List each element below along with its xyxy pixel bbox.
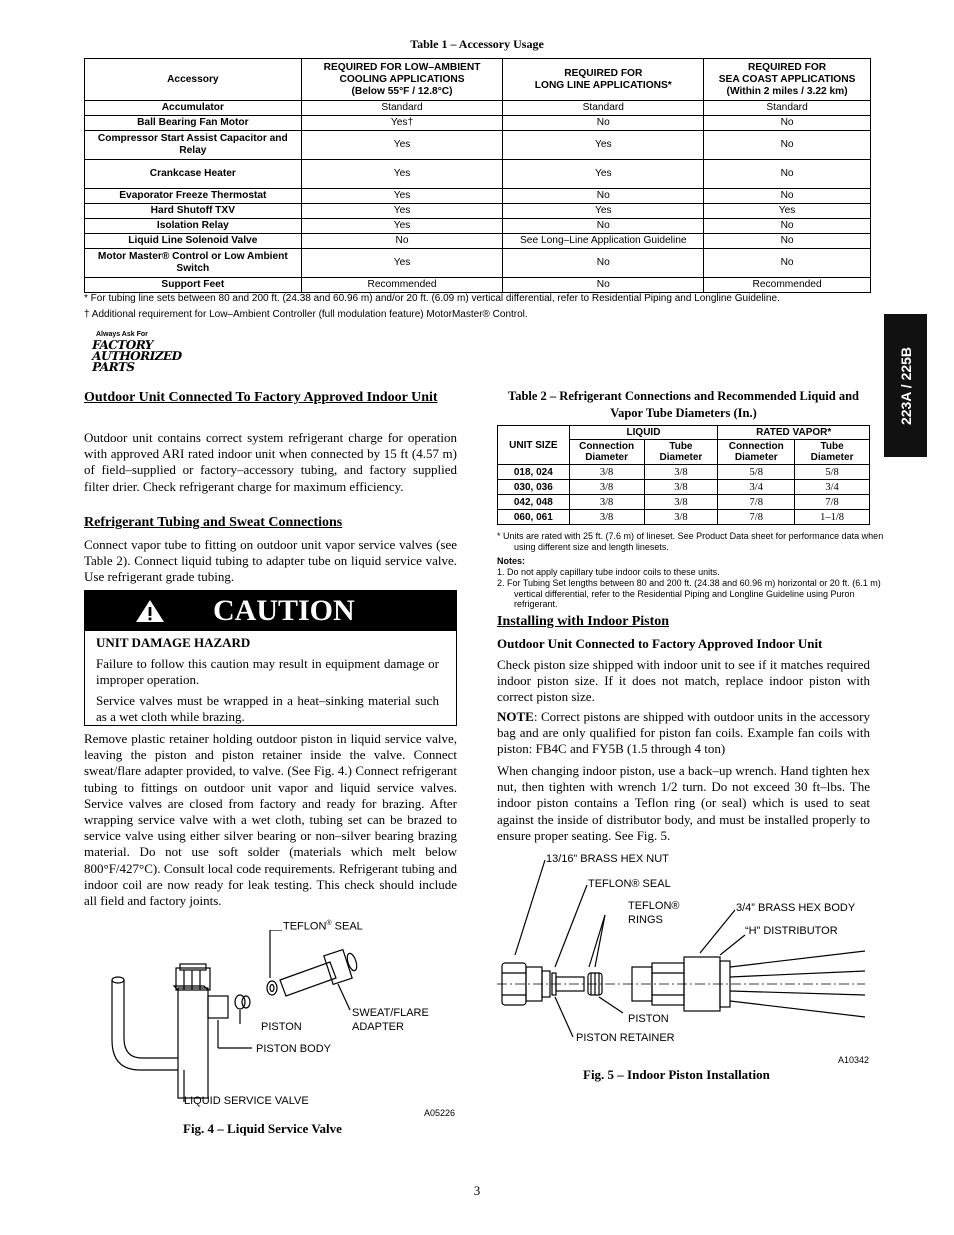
cell: No	[704, 234, 871, 249]
table-row	[498, 495, 870, 510]
cell: Standard	[503, 101, 704, 116]
caution-box	[84, 590, 457, 726]
section-heading-installing-piston: Installing with Indoor Piston	[497, 614, 670, 629]
factory-authorized-parts-logo	[90, 338, 184, 380]
caution-text: Service valves must be wrapped in a heat–sinking material such as a wet cloth while brazing.	[96, 693, 439, 724]
table-header-row	[85, 59, 871, 101]
section-heading-refrigerant-tubing: Refrigerant Tubing and Sweat Connections	[84, 515, 343, 530]
warning-triangle-icon	[135, 599, 165, 623]
paragraph: Connect vapor tube to fitting on outdoor unit vapor service valves (see Table 2). Connect liquid tubing to adapter tube on liquid service valve. Use refrigerant grade tubing.	[84, 537, 457, 585]
fig5-label-h-distributor: “H” DISTRIBUTOR	[745, 925, 838, 937]
paragraph: When changing indoor piston, use a back–up wrench. Hand tighten hex nut, then tighten with wrench 1/2 turn. Do not exceed 30 ft–lbs. The indoor piston contains a Teflon ring (or seal) which is used to seat against the inside of distributor body, and must be installed properly to ensure proper seating. See Fig. 5.	[497, 763, 870, 843]
table-row	[498, 465, 870, 480]
header-sea-coast: REQUIRED FOR SEA COAST APPLICATIONS (Within 2 miles / 3.22 km)	[704, 59, 871, 101]
cell: Yes	[301, 204, 503, 219]
paragraph: Remove plastic retainer holding outdoor piston in liquid service valve, leaving the piston and piston retainer inside the valve. Connect sweat/flare adapter provided, to valve. (See Fig. 4.) Connect refrigerant tubing to fittings on outdoor unit vapor and liquid service valves. Service valves are closed from factory and ready for brazing. After wrapping service valve with a wet cloth, tubing set can be brazed to service valve using either silver bearing or non–silver bearing brazing material. Do not use soft solder (materials which melt below 800°F/427°C). Consult local code requirements. Refrigerant tubing and indoor coil are now ready for leak testing. This check should include all field and factory joints.	[84, 731, 457, 909]
table-row	[85, 116, 871, 131]
cell: No	[503, 249, 704, 278]
cell: No	[503, 189, 704, 204]
header-connection-diameter: Connection Diameter	[718, 440, 795, 465]
cell: Standard	[301, 101, 503, 116]
header-unit-size: UNIT SIZE	[498, 426, 570, 465]
cell: Accumulator	[85, 101, 302, 116]
cell: Recommended	[704, 278, 871, 293]
cell: 3/8	[644, 495, 718, 510]
cell: 060, 061	[498, 510, 570, 525]
cell: Yes	[301, 160, 503, 189]
cell: 1–1/8	[795, 510, 870, 525]
refrigerant-connections-table	[497, 425, 870, 525]
fig5-label-piston-retainer: PISTON RETAINER	[576, 1032, 675, 1044]
section-heading-outdoor-unit: Outdoor Unit Connected To Factory Approved Indoor Unit	[84, 390, 438, 405]
fig5-label-hex-nut: 13/16” BRASS HEX NUT	[546, 853, 669, 865]
section-side-tab	[884, 314, 927, 457]
table-row	[85, 204, 871, 219]
logo-tagline: Always Ask For	[96, 331, 148, 338]
fig4-label-piston: PISTON	[261, 1021, 302, 1033]
header-liquid: LIQUID	[569, 426, 718, 440]
table1-title: Table 1 – Accessory Usage	[410, 37, 544, 51]
cell: 5/8	[795, 465, 870, 480]
fig4-label-sweat-flare-adapter: SWEAT/FLARE ADAPTER	[352, 1007, 429, 1033]
header-long-line: REQUIRED FOR LONG LINE APPLICATIONS*	[503, 59, 704, 101]
fig5-label-piston: PISTON	[628, 1013, 669, 1025]
header-tube-diameter: Tube Diameter	[644, 440, 718, 465]
cell: See Long–Line Application Guideline	[503, 234, 704, 249]
cell: No	[704, 131, 871, 160]
cell: Yes	[301, 131, 503, 160]
cell: No	[503, 219, 704, 234]
cell: 7/8	[718, 510, 795, 525]
header-accessory: Accessory	[85, 59, 302, 101]
table2-title: Table 2 – Refrigerant Connections and Recommended Liquid and Vapor Tube Diameters (In.)	[508, 389, 859, 420]
logo-line: AUTHORIZED	[90, 349, 184, 363]
cell: Isolation Relay	[85, 219, 302, 234]
cell: Compressor Start Assist Capacitor and Relay	[85, 131, 302, 160]
fig5-label-teflon-seal: TEFLON® SEAL	[588, 878, 671, 890]
cell: Standard	[704, 101, 871, 116]
header-rated-vapor: RATED VAPOR*	[718, 426, 870, 440]
note-paragraph	[497, 709, 870, 758]
fig4-caption: Fig. 4 – Liquid Service Valve	[183, 1121, 342, 1136]
cell: Yes	[503, 204, 704, 219]
table2-note-2: 2. For Tubing Set lengths between 80 and 200 ft. (24.38 and 60.96 m) horizontal or 20 ft. (6.1 m) vertical differential, refer to the Residential Piping and Longline Guideline using Puron refrigerant.	[497, 578, 881, 609]
cell: Ball Bearing Fan Motor	[85, 116, 302, 131]
cell: 7/8	[795, 495, 870, 510]
cell: No	[704, 219, 871, 234]
cell: No	[704, 189, 871, 204]
cell: 3/8	[569, 510, 644, 525]
cell: Yes†	[301, 116, 503, 131]
cell: 3/8	[569, 495, 644, 510]
cell: Yes	[301, 219, 503, 234]
cell: 3/8	[644, 465, 718, 480]
cell: Crankcase Heater	[85, 160, 302, 189]
cell: Liquid Line Solenoid Valve	[85, 234, 302, 249]
cell: No	[503, 278, 704, 293]
table2-notes-label: Notes:	[497, 556, 526, 566]
fig4-label-teflon-seal: TEFLON® SEAL	[283, 920, 363, 933]
table-row	[498, 510, 870, 525]
table-row	[85, 278, 871, 293]
cell: Evaporator Freeze Thermostat	[85, 189, 302, 204]
cell: 3/8	[569, 465, 644, 480]
note-text: : Correct pistons are shipped with outdoor units in the accessory bag and are only qualified for piston fan coils. Example fan coils with piston: FB4C and FY5B (1.5 through 4 ton)	[497, 709, 870, 757]
cell: 3/8	[644, 480, 718, 495]
caution-text: Failure to follow this caution may result in equipment damage or improper operation.	[96, 656, 439, 687]
cell: Yes	[503, 160, 704, 189]
fig5-caption: Fig. 5 – Indoor Piston Installation	[583, 1067, 770, 1082]
cell: 018, 024	[498, 465, 570, 480]
table2-note-1: 1. Do not apply capillary tube indoor coils to these units.	[497, 567, 720, 577]
side-tab-label: 223A / 225B	[897, 346, 914, 425]
subsection-heading: Outdoor Unit Connected to Factory Approved Indoor Unit	[497, 636, 823, 651]
indoor-piston-installation-illustration	[495, 855, 870, 1050]
table-row	[85, 101, 871, 116]
cell: Yes	[301, 189, 503, 204]
table-row	[85, 249, 871, 278]
cell: Recommended	[301, 278, 503, 293]
cell: No	[704, 116, 871, 131]
paragraph: Check piston size shipped with indoor unit to see if it matches required indoor piston size. If it does not match, replace indoor piston with correct piston size.	[497, 657, 870, 705]
table2-footnote: * Units are rated with 25 ft. (7.6 m) of lineset. See Product Data sheet for performance data when using different size and length linesets.	[497, 531, 884, 552]
cell: Yes	[301, 249, 503, 278]
fig4-code: A05226	[424, 1108, 456, 1118]
cell: 3/4	[795, 480, 870, 495]
fig5-code: A10342	[838, 1055, 870, 1065]
logo-line: PARTS	[90, 360, 136, 374]
table-row	[85, 131, 871, 160]
header-low-ambient: REQUIRED FOR LOW–AMBIENT COOLING APPLICATIONS (Below 55°F / 12.8°C)	[301, 59, 503, 101]
table-row	[85, 160, 871, 189]
cell: No	[704, 160, 871, 189]
note-label: NOTE	[497, 709, 534, 724]
table-row	[85, 234, 871, 249]
fig5-label-teflon-rings: TEFLON® RINGS	[628, 900, 680, 926]
table-row	[85, 189, 871, 204]
header-tube-diameter: Tube Diameter	[795, 440, 870, 465]
fig4-label-piston-body: PISTON BODY	[256, 1043, 331, 1055]
cell: 042, 048	[498, 495, 570, 510]
cell: Hard Shutoff TXV	[85, 204, 302, 219]
accessory-usage-table	[84, 58, 871, 293]
paragraph: Outdoor unit contains correct system refrigerant charge for operation with approved ARI rated indoor unit when connected by 15 ft (4.57 m) of field–supplied or factory–accessory tubing, and factory supplied filter drier. Check refrigerant charge for maximum efficiency.	[84, 430, 457, 494]
cell: No	[503, 116, 704, 131]
header-connection-diameter: Connection Diameter	[569, 440, 644, 465]
cell: 3/8	[569, 480, 644, 495]
fig4-label-liquid-service-valve: LIQUID SERVICE VALVE	[184, 1095, 309, 1107]
table-row	[498, 480, 870, 495]
page-number: 3	[473, 1183, 481, 1198]
table-header-row	[498, 426, 870, 440]
cell: Support Feet	[85, 278, 302, 293]
cell: 030, 036	[498, 480, 570, 495]
liquid-service-valve-illustration	[100, 930, 360, 1110]
caution-heading: UNIT DAMAGE HAZARD	[96, 635, 251, 650]
table1-footnote-2: † Additional requirement for Low–Ambient Controller (full modulation feature) MotorMaster® Control.	[84, 309, 528, 320]
logo-line: FACTORY	[90, 338, 155, 352]
cell: No	[301, 234, 503, 249]
cell: 7/8	[718, 495, 795, 510]
cell: Motor Master® Control or Low Ambient Switch	[85, 249, 302, 278]
table1-footnote-1: * For tubing line sets between 80 and 200 ft. (24.38 and 60.96 m) and/or 20 ft. (6.09 m) vertical differential, refer to Residential Piping and Longline Guideline.	[84, 293, 780, 304]
fig5-label-hex-body: 3/4” BRASS HEX BODY	[736, 902, 856, 914]
cell: No	[704, 249, 871, 278]
caution-title: CAUTION	[213, 594, 355, 627]
cell: 5/8	[718, 465, 795, 480]
table-row	[85, 219, 871, 234]
cell: 3/8	[644, 510, 718, 525]
cell: 3/4	[718, 480, 795, 495]
cell: Yes	[503, 131, 704, 160]
cell: Yes	[704, 204, 871, 219]
